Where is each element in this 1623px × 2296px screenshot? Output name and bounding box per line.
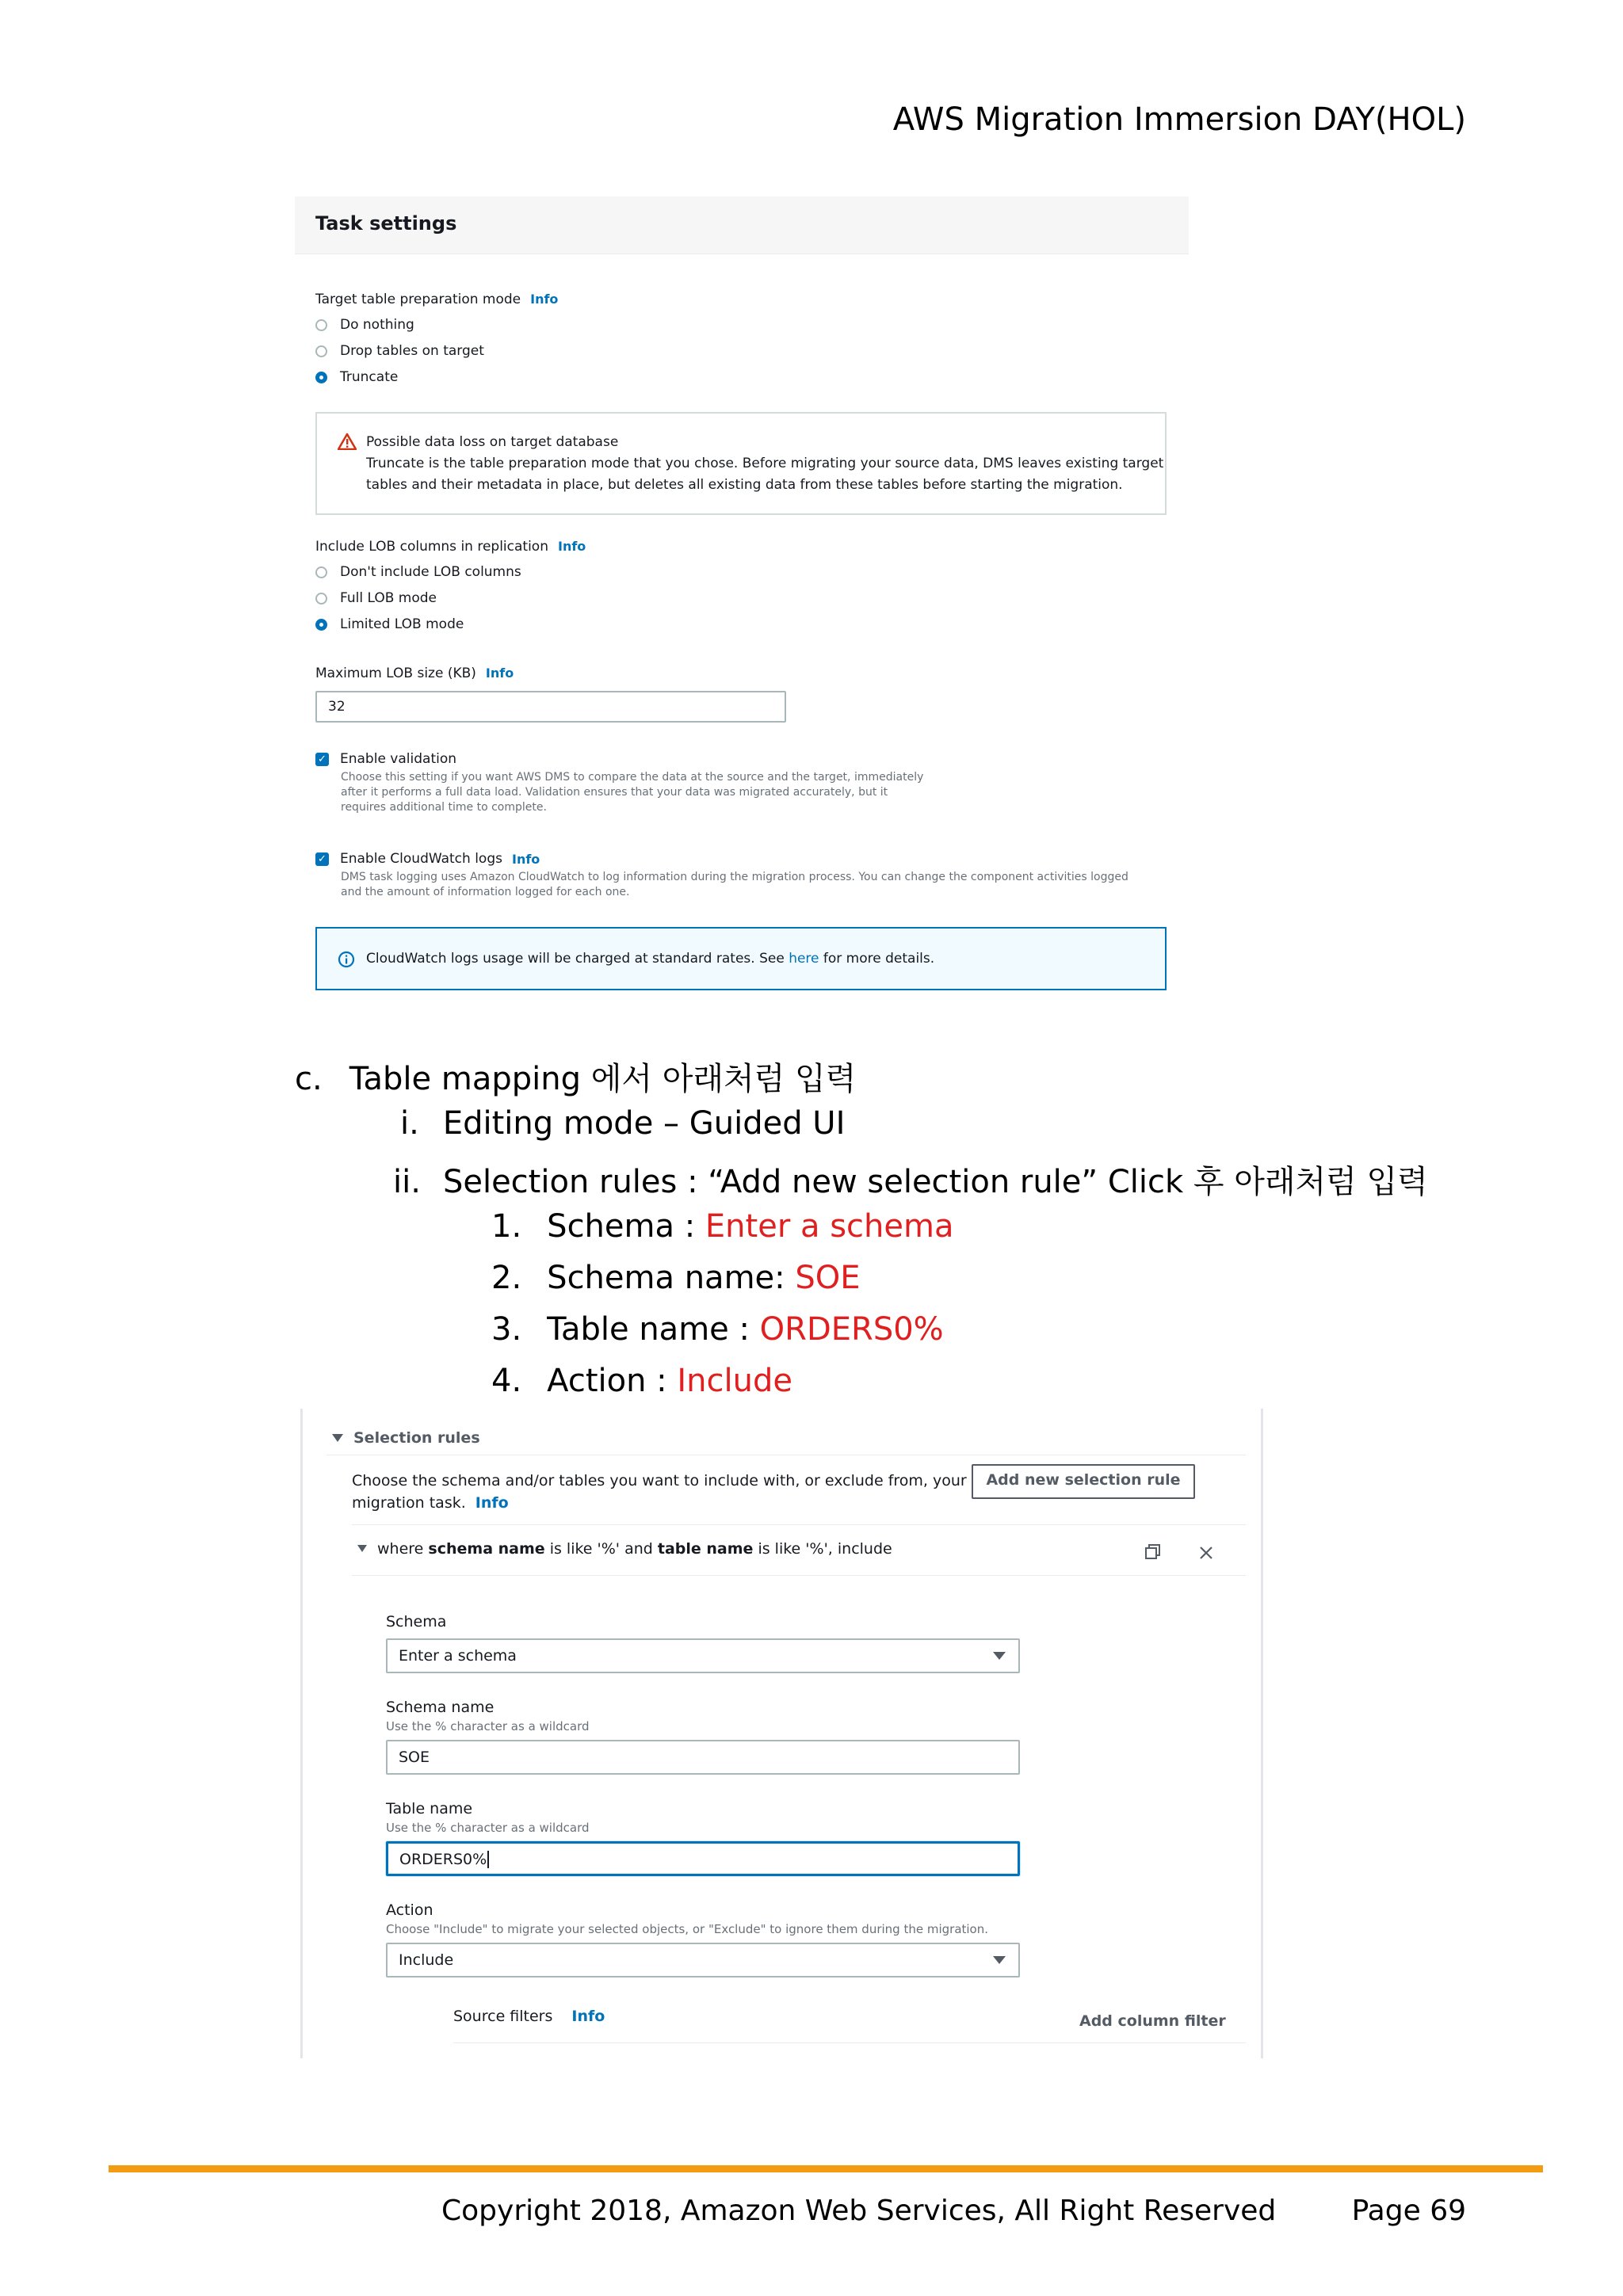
add-column-filter-button[interactable]: Add column filter bbox=[1079, 2012, 1226, 2030]
validation-hint bbox=[341, 770, 923, 815]
step-3 bbox=[491, 1311, 944, 1348]
step-number: 4. bbox=[491, 1363, 522, 1399]
prep-mode-label-text: Target table preparation mode bbox=[315, 292, 521, 307]
instruction-i-text: Editing mode – Guided UI bbox=[442, 1105, 846, 1142]
enable-validation-checkbox[interactable] bbox=[315, 751, 456, 767]
step-value: Enter a schema bbox=[705, 1208, 954, 1245]
rule-summary-toggle[interactable] bbox=[357, 1540, 892, 1558]
step-4 bbox=[491, 1363, 792, 1399]
step-number: 1. bbox=[491, 1208, 522, 1245]
schema-selected-value: Enter a schema bbox=[399, 1647, 517, 1665]
prep-mode-option-do-nothing[interactable] bbox=[315, 317, 414, 333]
cloudwatch-charge-notice bbox=[315, 927, 1167, 990]
add-new-selection-rule-button[interactable]: Add new selection rule bbox=[972, 1464, 1195, 1499]
source-filters-label: Source filters bbox=[453, 2008, 553, 2025]
radio-icon[interactable] bbox=[315, 593, 327, 605]
cloudwatch-label: Enable CloudWatch logs bbox=[340, 851, 502, 867]
source-filters-info-link[interactable]: Info bbox=[571, 2008, 605, 2025]
source-filters bbox=[453, 2008, 605, 2025]
footer-rule bbox=[109, 2165, 1543, 2172]
step-number: 2. bbox=[491, 1260, 522, 1296]
footer-page-number: Page 69 bbox=[1351, 2195, 1466, 2227]
step-value: SOE bbox=[795, 1260, 861, 1296]
cloudwatch-hint bbox=[341, 870, 1128, 900]
cloudwatch-hint-line1: DMS task logging uses Amazon CloudWatch to log information during the migration process. You can change the component activities logged bbox=[341, 871, 1128, 883]
notice-text-after: for more details. bbox=[819, 951, 935, 967]
task-settings-title: Task settings bbox=[315, 212, 457, 235]
prep-mode-option-truncate[interactable] bbox=[315, 369, 398, 385]
step-number: 3. bbox=[491, 1311, 522, 1348]
validation-hint-line1: Choose this setting if you want AWS DMS to compare the data at the source and the target, immediately bbox=[341, 771, 924, 784]
instruction-c bbox=[295, 1054, 856, 1099]
table-name-hint: Use the % character as a wildcard bbox=[386, 1821, 590, 1835]
schema-select[interactable] bbox=[386, 1638, 1020, 1673]
caret-down-icon[interactable] bbox=[331, 1432, 344, 1444]
option-label: Do nothing bbox=[340, 317, 414, 333]
checkbox-checked-icon[interactable]: ✓ bbox=[315, 753, 329, 766]
cloudwatch-info-link[interactable]: Info bbox=[511, 851, 540, 867]
instruction-c-text: Table mapping 에서 아래처럼 입력 bbox=[349, 1061, 857, 1097]
instruction-ii bbox=[393, 1157, 1428, 1202]
validation-label: Enable validation bbox=[340, 751, 457, 767]
rule-summary-text bbox=[377, 1540, 892, 1558]
list-marker: i. bbox=[400, 1105, 419, 1142]
schema-name-hint: Use the % character as a wildcard bbox=[386, 1719, 590, 1733]
caret-down-icon[interactable] bbox=[993, 1956, 1006, 1964]
max-lob-info-link[interactable]: Info bbox=[485, 666, 514, 681]
step-value: ORDERS0% bbox=[759, 1311, 944, 1348]
list-marker: c. bbox=[295, 1061, 323, 1097]
step-label: Schema name: bbox=[547, 1260, 796, 1296]
rule-text: where bbox=[377, 1540, 429, 1558]
selection-rules-title: Selection rules bbox=[353, 1429, 480, 1447]
description-line2: migration task. bbox=[352, 1494, 466, 1512]
description-line1: Choose the schema and/or tables you want to include with, or exclude from, your bbox=[352, 1472, 967, 1489]
caret-down-icon[interactable] bbox=[993, 1652, 1006, 1660]
step-value: Include bbox=[677, 1363, 792, 1399]
list-marker: ii. bbox=[393, 1164, 421, 1200]
radio-icon[interactable] bbox=[315, 566, 327, 578]
footer-copyright: Copyright 2018, Amazon Web Services, All Right Reserved bbox=[441, 2195, 1277, 2227]
divider bbox=[352, 1575, 1246, 1576]
step-1 bbox=[491, 1208, 953, 1245]
warning-title: Possible data loss on target database bbox=[366, 434, 619, 450]
max-lob-label-text: Maximum LOB size (KB) bbox=[315, 666, 476, 681]
table-name-label: Table name bbox=[386, 1800, 473, 1817]
warning-text-line2: tables and their metadata in place, but deletes all existing data from these tables before starting the migration. bbox=[366, 477, 1123, 493]
info-circle-icon bbox=[338, 951, 355, 968]
rule-text: is like '%', include bbox=[753, 1540, 892, 1558]
step-label: Table name : bbox=[547, 1311, 760, 1348]
step-label: Action : bbox=[547, 1363, 678, 1399]
schema-label: Schema bbox=[386, 1613, 447, 1630]
selection-rules-toggle[interactable] bbox=[331, 1429, 480, 1447]
radio-icon[interactable] bbox=[315, 319, 327, 331]
instruction-i bbox=[400, 1105, 845, 1142]
selection-rules-info-link[interactable]: Info bbox=[475, 1494, 509, 1512]
prep-mode-option-drop-tables[interactable] bbox=[315, 343, 484, 359]
divider bbox=[453, 2042, 1246, 2043]
prep-mode-info-link[interactable]: Info bbox=[530, 292, 559, 307]
schema-name-label: Schema name bbox=[386, 1699, 495, 1716]
table-name-input[interactable] bbox=[386, 1841, 1020, 1876]
text-cursor bbox=[487, 1851, 489, 1868]
lob-option-limited[interactable] bbox=[315, 616, 464, 632]
notice-text-before: CloudWatch logs usage will be charged at standard rates. See bbox=[366, 951, 789, 967]
step-label: Schema : bbox=[547, 1208, 705, 1245]
close-icon[interactable] bbox=[1198, 1545, 1214, 1561]
checkbox-checked-icon[interactable]: ✓ bbox=[315, 852, 329, 866]
lob-label-text: Include LOB columns in replication bbox=[315, 539, 548, 555]
prep-mode-label bbox=[315, 292, 558, 307]
rule-text: is like '%' and bbox=[544, 1540, 658, 1558]
max-lob-label bbox=[315, 666, 514, 681]
panel-left-edge bbox=[300, 1409, 303, 2058]
option-label: Full LOB mode bbox=[340, 590, 437, 606]
option-label: Truncate bbox=[340, 369, 399, 385]
table-name-value: ORDERS0% bbox=[399, 1851, 487, 1868]
option-label: Drop tables on target bbox=[340, 343, 484, 359]
max-lob-size-input[interactable]: 32 bbox=[315, 691, 786, 723]
radio-selected-icon[interactable] bbox=[315, 619, 327, 631]
cloudwatch-hint-line2: and the amount of information logged for each one. bbox=[341, 886, 630, 898]
option-label: Don't include LOB columns bbox=[340, 564, 521, 580]
selection-rules-panel bbox=[295, 1409, 1263, 2058]
action-label: Action bbox=[386, 1901, 433, 1919]
warning-text-line1: Truncate is the table preparation mode that you chose. Before migrating your source data, DMS leaves existing target bbox=[366, 456, 1164, 471]
data-loss-warning bbox=[315, 412, 1167, 515]
notice-text bbox=[366, 951, 934, 967]
divider bbox=[352, 1524, 1246, 1525]
enable-cloudwatch-checkbox[interactable] bbox=[315, 851, 540, 867]
copy-icon[interactable] bbox=[1144, 1543, 1162, 1561]
warning-icon bbox=[338, 433, 357, 450]
radio-icon[interactable] bbox=[315, 345, 327, 357]
rule-text-bold: table name bbox=[657, 1540, 754, 1558]
task-settings-header bbox=[295, 196, 1189, 254]
action-selected-value: Include bbox=[399, 1951, 454, 1969]
schema-name-input[interactable]: SOE bbox=[386, 1740, 1020, 1775]
lob-label bbox=[315, 539, 586, 555]
document-header-title: AWS Migration Immersion DAY(HOL) bbox=[892, 101, 1466, 138]
caret-down-icon[interactable] bbox=[357, 1544, 368, 1554]
lob-info-link[interactable]: Info bbox=[557, 539, 586, 554]
action-select[interactable] bbox=[386, 1943, 1020, 1978]
lob-option-dont-include[interactable] bbox=[315, 564, 521, 580]
instruction-ii-text: Selection rules : “Add new selection rule” Click 후 아래처럼 입력 bbox=[442, 1164, 1428, 1200]
rule-text-bold: schema name bbox=[428, 1540, 545, 1558]
radio-selected-icon[interactable] bbox=[315, 372, 327, 383]
notice-here-link[interactable]: here bbox=[789, 951, 819, 967]
selection-rules-description bbox=[352, 1472, 967, 1512]
step-2 bbox=[491, 1260, 861, 1296]
task-settings-panel bbox=[295, 196, 1189, 997]
lob-option-full[interactable] bbox=[315, 590, 437, 606]
option-label: Limited LOB mode bbox=[340, 616, 464, 632]
validation-hint-line2: after it performs a full data load. Validation ensures that your data was migrated accurately, but it bbox=[341, 786, 888, 799]
validation-hint-line3: requires additional time to complete. bbox=[341, 801, 547, 814]
panel-right-edge bbox=[1261, 1409, 1263, 2058]
action-hint: Choose "Include" to migrate your selected objects, or "Exclude" to ignore them during the migration. bbox=[386, 1922, 989, 1936]
